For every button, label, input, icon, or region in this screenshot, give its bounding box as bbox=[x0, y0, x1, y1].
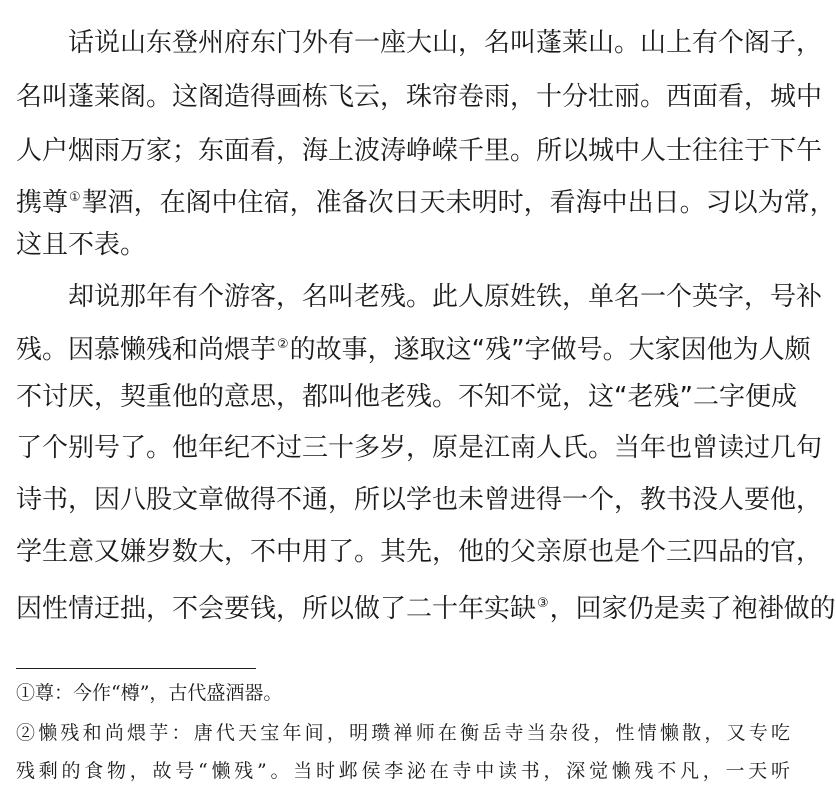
footnote: 残剩的食物，故号“懒残”。当时邺侯李泌在寺中读书，深觉懒残不凡，一天听 bbox=[16, 760, 790, 782]
footnote-divider bbox=[16, 668, 256, 669]
text-line: 诗书，因八股文章做得不通，所以学也未曾进得一个，教书没人要他， bbox=[16, 485, 823, 515]
footnote-marker: ② bbox=[277, 337, 289, 352]
text-line: 话说山东登州府东门外有一座大山，名叫蓬莱山。山上有个阁子， bbox=[68, 28, 823, 58]
footnote-marker: ③ bbox=[537, 596, 549, 611]
text-line: 这且不表。 bbox=[16, 230, 147, 260]
text-line: 了个别号了。他年纪不过三十多岁，原是江南人氏。当年也曾读过几句 bbox=[16, 433, 823, 463]
text-line: 残。因慕懒残和尚煨芋②的故事，遂取这“残”字做号。大家因他为人颇 bbox=[16, 335, 811, 365]
text-line: 携尊①挈酒，在阁中住宿，准备次日天未明时，看海中出日。习以为常， bbox=[16, 188, 836, 218]
footnote: ①尊：今作“樽”，古代盛酒器。 bbox=[16, 682, 283, 704]
text-line: 学生意又嫌岁数大，不中用了。其先，他的父亲原也是个三四品的官， bbox=[16, 537, 823, 567]
text-line: 名叫蓬莱阁。这阁造得画栋飞云，珠帘卷雨，十分壮丽。西面看，城中 bbox=[16, 82, 823, 112]
footnote-marker: ① bbox=[69, 190, 81, 205]
text-line: 人户烟雨万家；东面看，海上波涛峥嵘千里。所以城中人士往往于下午 bbox=[16, 136, 823, 166]
text-line: 不讨厌，契重他的意思，都叫他老残。不知不觉，这“老残”二字便成 bbox=[16, 382, 797, 412]
text-line: 因性情迂拙，不会要钱，所以做了二十年实缺③，回家仍是卖了袍褂做的 bbox=[16, 594, 836, 624]
footnote: ②懒残和尚煨芋：唐代天宝年间，明瓒禅师在衡岳寺当杂役，性情懒散，又专吃 bbox=[16, 722, 790, 744]
text-line: 却说那年有个游客，名叫老残。此人原姓铁，单名一个英字，号补 bbox=[68, 282, 823, 312]
